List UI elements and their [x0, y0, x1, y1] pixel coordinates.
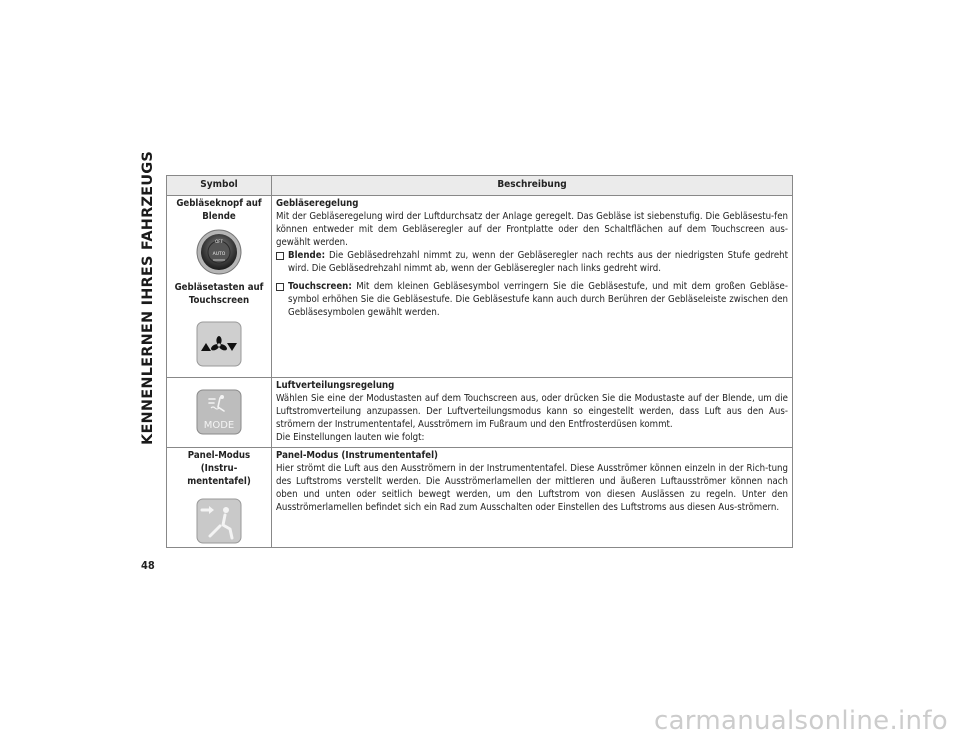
panel-mode-text: Hier strömt die Luft aus den Ausströmern in der Instrumententafel. Diese Ausströmer können einzeln in der Rich-tung des Luftstroms verstellt werden. Die Ausströmerlamellen der mittleren und äußeren Luftausströmer können nach oben und unten oder seitlich bewegt werden, um den Luftstrom von diesen Auslässen zu regeln. Unter den Ausströmerlamellen befindet sich ein Rad zum Ausschalten oder Einstellen des Luftstroms aus diesen Aus-strömern. — [276, 463, 788, 513]
table-header-row — [167, 176, 793, 196]
list-item — [276, 249, 788, 275]
symbol-cell — [167, 196, 272, 378]
panel-mode-icon — [196, 498, 242, 544]
symbol-label-blower-knob: Gebläseknopf auf Blende — [176, 198, 262, 222]
checkbox-bullet-icon — [276, 252, 284, 260]
table-row — [167, 196, 793, 378]
mode-text-2: Die Einstellungen lauten wie folgt: — [276, 432, 425, 443]
bullet-text: Mit dem kleinen Gebläsesymbol verringern Sie die Gebläsestufe, und mit dem großen Gebläse-symbol erhöhen Sie die Gebläsestufe. Die Gebläsestufe kann auch durch Berühren der Gebläseleiste zwischen den Gebläsesymbolen gewählt werden. — [288, 281, 788, 318]
watermark: carmanualsonline.info — [653, 706, 948, 736]
mode-title: Luftverteilungsregelung — [276, 380, 395, 391]
mode-button-icon — [196, 389, 242, 435]
bullet-text: Die Gebläsedrehzahl nimmt zu, wenn der Gebläseregler nach rechts aus der niedrigsten Stufe gedreht wird. Die Gebläsedrehzahl nimmt ab, wenn der Gebläseregler nach links gedreht wird. — [288, 250, 788, 274]
list-item — [276, 280, 788, 319]
bullet-label: Touchscreen: — [288, 281, 352, 292]
symbol-label-panel-mode: Panel-Modus (Instru-mententafel) — [187, 450, 251, 487]
checkbox-bullet-icon — [276, 283, 284, 291]
table-row — [167, 448, 793, 548]
blower-knob-icon — [196, 229, 242, 275]
symbol-cell — [167, 448, 272, 548]
panel-mode-title: Panel-Modus (Instrumententafel) — [276, 450, 438, 461]
mode-text: Wählen Sie eine der Modustasten auf dem Touchscreen aus, oder drücken Sie die Modustaste auf der Blende, um die Luftstromverteilung anzupassen. Der Luftverteilungsmodus kann so eingestellt werden, dass Luft aus den Aus-strömern der Instrumententafel, Ausströmern im Fußraum und den Entfrosterdüsen kommt. — [276, 393, 788, 430]
bullet-label: Blende: — [288, 250, 326, 261]
mode-label: MODE — [203, 420, 235, 431]
chapter-title: KENNENLERNEN IHRES FAHRZEUGS — [140, 151, 157, 445]
knob-off-label: OFF — [215, 239, 223, 244]
description-cell — [272, 378, 793, 448]
description-cell — [272, 196, 793, 378]
blower-title: Gebläseregelung — [276, 198, 359, 209]
symbol-label-blower-touch: Gebläsetasten auf Touchscreen — [174, 282, 264, 306]
knob-auto-label: AUTO — [212, 252, 226, 257]
blower-buttons-icon — [196, 321, 242, 367]
description-cell — [272, 448, 793, 548]
symbol-cell — [167, 378, 272, 448]
blower-text: Mit der Gebläseregelung wird der Luftdurchsatz der Anlage geregelt. Das Gebläse ist siebenstufig. Die Gebläsestu-fen können entweder mit dem Gebläseregler auf der Frontplatte oder den Schaltflächen auf dem Touchscreen aus-gewählt werden. — [276, 211, 788, 248]
table-row — [167, 378, 793, 448]
climate-control-table — [166, 175, 793, 548]
header-symbol: Symbol — [167, 176, 272, 196]
header-description: Beschreibung — [272, 176, 793, 196]
page-number: 48 — [141, 559, 155, 572]
